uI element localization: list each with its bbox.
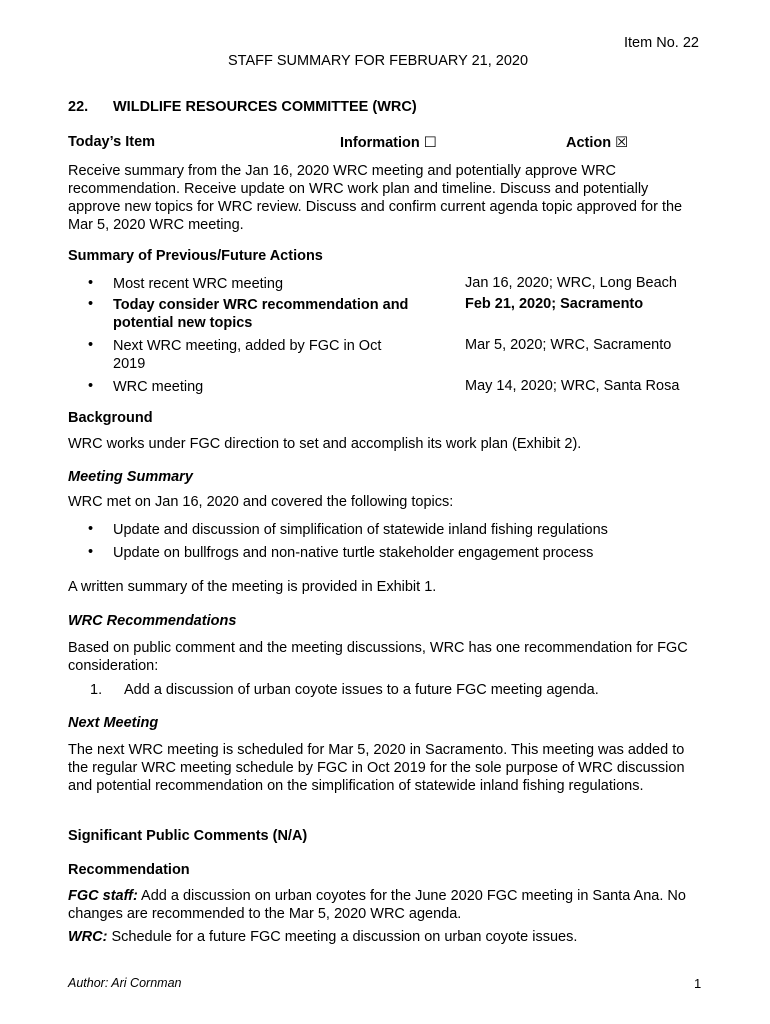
wrc-text: Schedule for a future FGC meeting a discussion on urban coyote issues. <box>107 929 578 945</box>
action-date: Feb 21, 2020; Sacramento <box>465 296 644 312</box>
agenda-title: WILDLIFE RESOURCES COMMITTEE (WRC) <box>113 99 417 115</box>
background-heading: Background <box>68 410 153 426</box>
fgc-staff-label: FGC staff: <box>68 888 138 904</box>
meeting-summary-heading: Meeting Summary <box>68 469 193 485</box>
list-number: 1. <box>90 682 103 698</box>
action-label: Next WRC meeting, added by FGC in Oct 2019 <box>113 338 382 372</box>
previous-actions-heading: Summary of Previous/Future Actions <box>68 248 323 264</box>
meeting-summary-intro: WRC met on Jan 16, 2020 and covered the following topics: <box>68 494 454 510</box>
background-text: WRC works under FGC direction to set and accomplish its work plan (Exhibit 2). <box>68 436 582 452</box>
page-number: 1 <box>694 976 702 991</box>
action-date: May 14, 2020; WRC, Santa Rosa <box>465 378 680 394</box>
wrc-label: WRC: <box>68 929 108 945</box>
action-checkbox: Action ☒ <box>566 135 629 151</box>
recommendations-intro: Based on public comment and the meeting discussions, WRC has one recommendation for FGC consideration: <box>68 640 688 674</box>
topic-text: Update on bullfrogs and non-native turtle stakeholder engagement process <box>113 545 594 561</box>
todays-item-description: Receive summary from the Jan 16, 2020 WRC meeting and potentially approve WRC recommendation. Receive update on WRC work plan and timeline. Discuss and potentially approve new topics for WRC review. Discuss and confirm current agenda topic approved for the Mar 5, 2020 WRC meeting. <box>68 163 683 233</box>
bullet-icon: • <box>88 275 94 291</box>
bullet-icon: • <box>88 521 94 537</box>
information-checkbox: Information ☐ <box>340 135 437 151</box>
wrc-recommendation <box>68 928 703 946</box>
action-label: WRC meeting <box>113 379 204 395</box>
action-label: Most recent WRC meeting <box>113 276 284 292</box>
action-date: Jan 16, 2020; WRC, Long Beach <box>465 275 677 291</box>
meeting-summary-outro: A written summary of the meeting is provided in Exhibit 1. <box>68 579 437 595</box>
author-footer: Author: Ari Cornman <box>68 976 182 990</box>
recommendation-text: Add a discussion of urban coyote issues to a future FGC meeting agenda. <box>124 682 599 698</box>
bullet-icon: • <box>88 296 94 312</box>
next-meeting-text: The next WRC meeting is scheduled for Mar 5, 2020 in Sacramento. This meeting was added to the regular WRC meeting schedule by FGC in Oct 2019 for the sole purpose of WRC discussion and potential recommendation on the simplification of statewide inland fishing regulations. <box>68 742 685 794</box>
item-number: Item No. 22 <box>624 35 699 51</box>
recommendations-heading: WRC Recommendations <box>68 613 237 629</box>
action-label: Today consider WRC recommendation and potential new topics <box>113 297 409 331</box>
public-comments-heading: Significant Public Comments (N/A) <box>68 828 308 844</box>
action-date: Mar 5, 2020; WRC, Sacramento <box>465 337 672 353</box>
topic-text: Update and discussion of simplification of statewide inland fishing regulations <box>113 522 608 538</box>
next-meeting-heading: Next Meeting <box>68 715 159 731</box>
agenda-number: 22. <box>68 99 89 115</box>
bullet-icon: • <box>88 378 94 394</box>
todays-item-label: Today’s Item <box>68 134 156 150</box>
recommendation-heading: Recommendation <box>68 862 190 878</box>
fgc-staff-recommendation <box>68 887 703 923</box>
fgc-staff-text: Add a discussion on urban coyotes for the June 2020 FGC meeting in Santa Ana. No changes are recommended to the Mar 5, 2020 WRC agenda. <box>68 888 686 922</box>
bullet-icon: • <box>88 544 94 560</box>
staff-summary-title: STAFF SUMMARY FOR FEBRUARY 21, 2020 <box>228 53 529 69</box>
bullet-icon: • <box>88 337 94 353</box>
